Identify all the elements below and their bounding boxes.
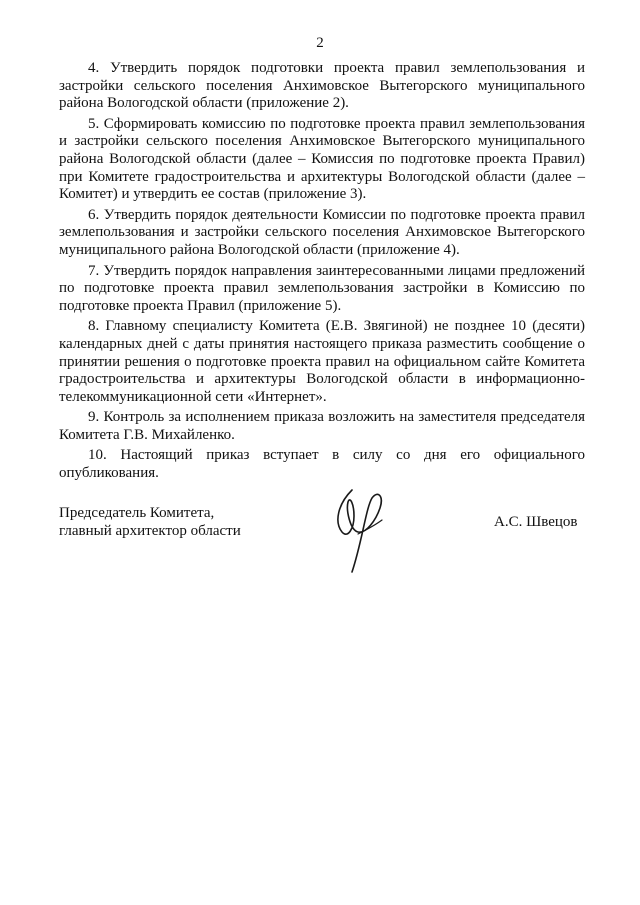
paragraph-item-5: 5. Сформировать комиссию по подготовке проекта правил землепользования и застройки сельского поселения Анхимовское Вытегорского муниципального района Вологодской области (далее – Комиссия по подготовке проекта Правил) при Комитете градостроительства и архитектуры Вологодской области (далее – Комитет) и утвердить ее состав (приложение 3). [59,115,585,203]
signatory-title-line: главный архитектор области [59,523,241,539]
document-body [59,60,585,486]
signatory-name: А.С. Швецов [494,514,578,530]
paragraph-item-8: 8. Главному специалисту Комитета (Е.В. Звягиной) не позднее 10 (десяти) календарных дней с даты принятия настоящего приказа разместить сообщение о принятии решения о подготовке проекта правил на официальном сайте Комитета градостроительства и архитектуры Вологодской области в информационно-телекоммуникационной сети «Интернет». [59,318,585,405]
paragraph-item-7: 7. Утвердить порядок направления заинтересованными лицами предложений по подготовке проекта правил землепользования застройки в Комиссию по подготовке проекта Правил (приложение 5). [59,262,585,314]
signatory-title-line: Председатель Комитета, [59,505,215,521]
signatory-title-block [59,504,241,540]
page-number: 2 [316,35,324,51]
handwritten-signature [330,482,400,577]
paragraph-item-9: 9. Контроль за исполнением приказа возложить на заместителя председателя Комитета Г.В. Михайленко. [59,409,585,443]
paragraph-item-6: 6. Утвердить порядок деятельности Комиссии по подготовке проекта правил землепользования и застройки сельского поселения Анхимовское Вытегорского муниципального района Вологодской области (приложение 4). [59,206,585,258]
paragraph-item-10: 10. Настоящий приказ вступает в силу со дня его официального опубликования. [59,447,585,482]
paragraph-item-4: 4. Утвердить порядок подготовки проекта правил землепользования и застройки сельского поселения Анхимовское Вытегорского муниципального района Вологодской области (приложение 2). [59,60,585,112]
